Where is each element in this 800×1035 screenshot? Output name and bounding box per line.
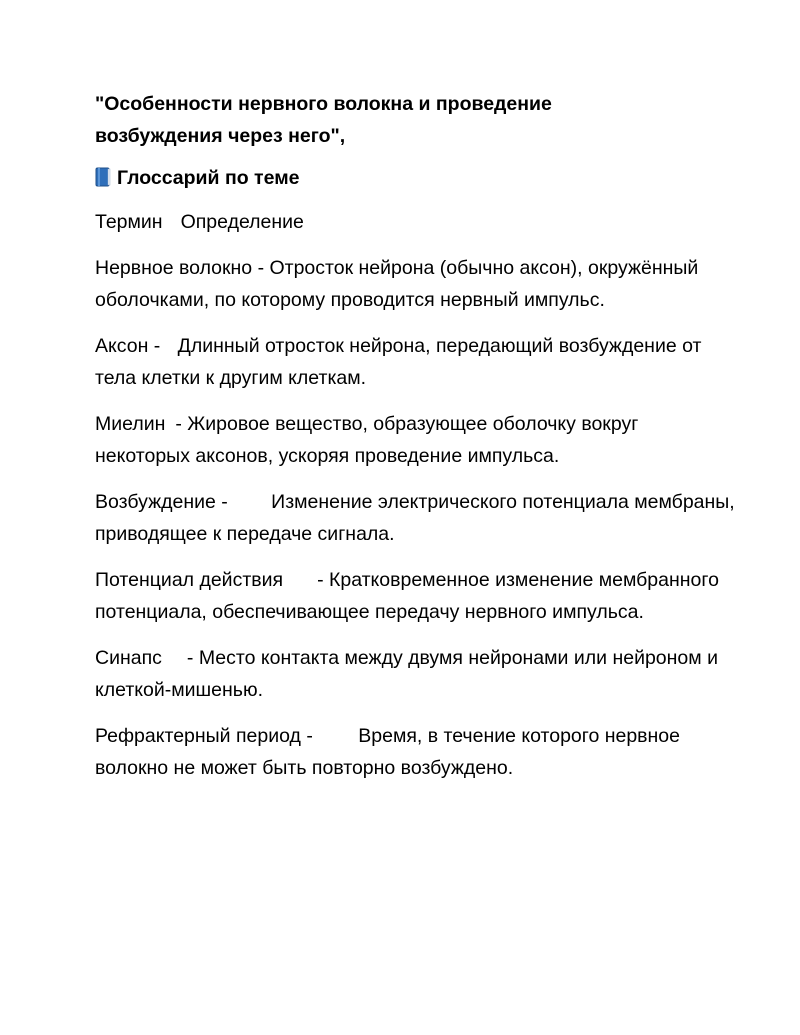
header-definition: Определение [180,211,304,233]
entry-term: Миелин [95,413,166,435]
entry-term: Синапс [95,647,162,669]
title-line-1: "Особенности нервного волокна и проведение [95,93,552,115]
entry-definition: - Кратковременное изменение мембранного потенциала, обеспечивающее передачу нервного импульса. [95,569,725,623]
glossary-entry [95,486,741,550]
glossary-heading [95,162,735,194]
entry-term: Аксон - [95,335,166,357]
glossary-entry [95,564,735,628]
entry-definition: Длинный отросток нейрона, передающий возбуждение от тела клетки к другим клеткам. [95,335,707,389]
entry-definition: - Жировое вещество, образующее оболочку вокруг некоторых аксонов, ускоряя проведение импульса. [95,413,644,467]
document-title [95,88,735,152]
entry-definition: Изменение электрического потенциала мембраны, приводящее к передаче сигнала. [95,491,741,545]
glossary-entry [95,408,735,472]
entry-term: Потенциал действия [95,569,284,591]
entry-term: Рефрактерный период - [95,725,319,747]
header-term: Термин [95,211,163,233]
glossary-entry [95,720,735,784]
entry-definition: Время, в течение которого нервное волокно не может быть повторно возбуждено. [95,725,686,779]
glossary-entry [95,252,735,316]
glossary-heading-text: Глоссарий по теме [117,167,300,189]
glossary-entry [95,642,735,706]
entry-term: Возбуждение - [95,491,234,513]
entry-definition: - Место контакта между двумя нейронами или нейроном и клеткой-мишенью. [95,647,724,701]
title-line-2: возбуждения через него", [95,125,346,147]
glossary-entry [95,330,735,394]
glossary-header-row [95,206,735,238]
document-page [95,88,741,798]
entry-term: Нервное волокно - [95,257,270,279]
book-icon [95,165,111,185]
entry-definition: Отросток нейрона (обычно аксон), окружённый оболочками, по которому проводится нервный импульс. [95,257,704,311]
